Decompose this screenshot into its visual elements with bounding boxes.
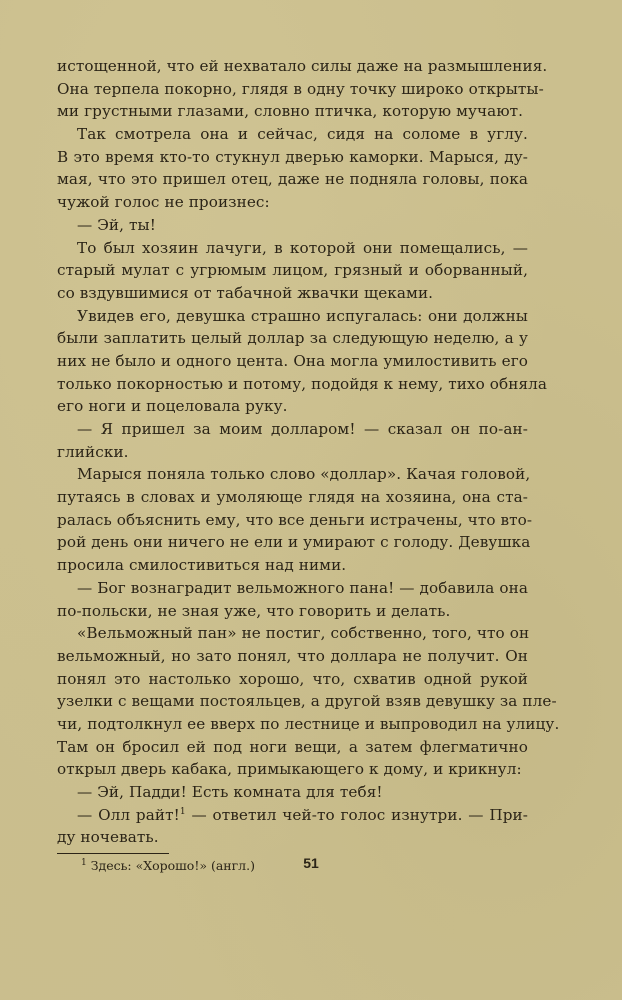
text-line-with-footnote-ref — [57, 804, 528, 827]
text-line: ду ночевать. — [57, 828, 159, 847]
footnote-marker: 1 — [81, 857, 87, 868]
text-line: — Я пришел за моим долларом! — сказал он по-ан- — [77, 420, 528, 438]
text-line: истощенной, что ей нехватало силы даже на размышления. — [57, 57, 548, 75]
text-line: чужой голос не произнес: — [57, 193, 270, 212]
text-line: Там он бросил ей под ноги вещи, а затем флегматично — [57, 737, 528, 756]
text-line: узелки с вещами постояльцев, а другой взяв девушку за пле- — [57, 692, 557, 711]
text-line: понял это настолько хорошо, что, схватив одной рукой — [57, 669, 528, 688]
text-line: вельможный, но зато понял, что доллара не получит. Он — [57, 646, 528, 665]
text-line: открыл дверь кабака, примыкающего к дому, и крикнул: — [57, 760, 522, 779]
text-line: были заплатить целый доллар за следующую неделю, а у — [57, 329, 528, 348]
text-line: — Бог вознаградит вельможного пана! — добавила она — [77, 578, 528, 597]
text-line: них не было и одного цента. Она могла умилостивить его — [57, 351, 528, 370]
text-line: рой день они ничего не ели и умирают с голоду. Девушка — [57, 533, 531, 552]
text-line: В это время кто-то стукнул дверью каморки. Марыся, ду- — [57, 147, 528, 166]
text-line: просила смилостивиться над ними. — [57, 556, 347, 575]
text-line: Она терпела покорно, глядя в одну точку широко открыты- — [57, 79, 544, 98]
footnote-reference: 1 — [179, 806, 186, 817]
text-block — [57, 55, 560, 804]
text-line: — Эй, ты! — [77, 215, 156, 234]
text-line: путаясь в словах и умоляюще глядя на хозяина, она ста- — [57, 488, 528, 507]
text-line: чи, подтолкнул ее вверх по лестнице и выпроводил на улицу. — [57, 714, 560, 733]
text-line: старый мулат с угрюмым лицом, грязный и оборванный, — [57, 261, 528, 280]
footnote-divider — [57, 853, 169, 854]
text-line: глийски. — [57, 442, 129, 461]
text-line: Марыся поняла только слово «доллар». Качая головой, — [77, 465, 531, 484]
text-line: — Эй, Падди! Есть комната для тебя! — [77, 783, 383, 801]
text-line: по-польски, не зная уже, что говорить и делать. — [57, 601, 451, 620]
text-line: Увидев его, девушка страшно испугалась: они должны — [77, 306, 528, 325]
footnote-text: Здесь: «Хорошо!» (англ.) — [86, 858, 255, 874]
text-line: То был хозяин лачуги, в которой они помещались, — — [77, 238, 528, 257]
dialog-text-continued: — ответил чей-то голос изнутри. — При- — [185, 805, 528, 824]
book-page-body — [57, 55, 560, 876]
text-line: «Вельможный пан» не постиг, собственно, того, что он — [77, 624, 530, 643]
text-line: Так смотрела она и сейчас, сидя на соломе в углу. — [77, 125, 528, 144]
text-line: только покорностью и потому, подойдя к нему, тихо обняла — [57, 374, 548, 393]
text-line: ралась объяснить ему, что все деньги истрачены, что вто- — [57, 510, 533, 529]
text-line: со вздувшимися от табачной жвачки щеками. — [57, 283, 434, 302]
page-number: 51 — [303, 855, 319, 871]
dialog-text: — Олл райт! — [77, 805, 180, 824]
text-line: мая, что это пришел отец, даже не подняла головы, пока — [57, 170, 528, 189]
text-line: ми грустными глазами, словно птичка, которую мучают. — [57, 102, 524, 121]
text-line: его ноги и поцеловала руку. — [57, 397, 288, 416]
